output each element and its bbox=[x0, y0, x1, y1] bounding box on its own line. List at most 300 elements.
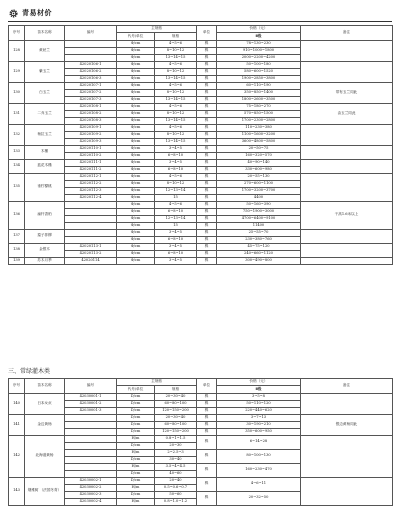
item-remark bbox=[301, 435, 393, 477]
item-price: 350~600~950 bbox=[217, 428, 301, 435]
table-row bbox=[9, 435, 393, 442]
item-unit: 株 bbox=[197, 257, 217, 264]
item-unit: 株 bbox=[197, 117, 217, 124]
item-dim-unit: Φ/cm bbox=[117, 61, 155, 68]
item-price: 300~490~800 bbox=[217, 257, 301, 264]
item-spec: 4~5~6 bbox=[155, 201, 197, 208]
item-code bbox=[65, 421, 117, 428]
item-code bbox=[65, 40, 117, 47]
item-seq: 142 bbox=[9, 435, 25, 477]
item-dim-unit: Φ/cm bbox=[117, 159, 155, 166]
item-unit: 株 bbox=[197, 180, 217, 187]
item-remark: 带有玉兰同此 bbox=[301, 82, 393, 103]
table-row bbox=[9, 61, 393, 68]
item-seq: 140 bbox=[9, 393, 25, 414]
item-code: 42030001-1 bbox=[65, 393, 117, 400]
table-row bbox=[9, 40, 393, 47]
item-unit: 株 bbox=[197, 138, 217, 145]
page-header bbox=[8, 6, 52, 20]
item-spec: 120~150~200 bbox=[155, 407, 197, 414]
item-price: 3~7~13 bbox=[217, 414, 301, 421]
item-spec: 120~150~200 bbox=[155, 428, 197, 435]
item-name: 黄丝兰 bbox=[25, 40, 65, 61]
item-dim-unit: H/m bbox=[117, 449, 155, 456]
item-unit: 株 bbox=[197, 229, 217, 236]
item-spec: 60~80~100 bbox=[155, 400, 197, 407]
item-unit: 株 bbox=[197, 96, 217, 103]
item-seq: 135 bbox=[9, 173, 25, 201]
item-spec: 3~4~5 bbox=[155, 257, 197, 264]
item-name: 日本女贞 bbox=[25, 393, 65, 414]
item-name: 紫玉兰 bbox=[25, 61, 65, 82]
item-code: 42020110-1 bbox=[65, 145, 117, 152]
item-spec: 2~2.5~3 bbox=[155, 449, 197, 456]
item-spec: 15 bbox=[155, 194, 197, 201]
item-remark bbox=[301, 145, 393, 159]
item-remark: 银边黄杨同此 bbox=[301, 414, 393, 435]
item-dim-unit: D/cm bbox=[117, 421, 155, 428]
table-row bbox=[9, 201, 393, 208]
item-spec: 4~5~6 bbox=[155, 61, 197, 68]
item-seq: 143 bbox=[9, 477, 25, 505]
item-unit: 株 bbox=[197, 222, 217, 229]
item-unit: 株 bbox=[197, 75, 217, 82]
item-unit: 株 bbox=[197, 414, 217, 421]
item-seq: 132 bbox=[9, 124, 25, 145]
item-code: 42020111-2 bbox=[65, 166, 117, 173]
item-price: 230~380~760 bbox=[217, 236, 301, 243]
item-code bbox=[65, 201, 117, 208]
item-spec: 8~10~12 bbox=[155, 110, 197, 117]
item-code: 42030002-1 bbox=[65, 477, 117, 484]
table-row bbox=[9, 82, 393, 89]
item-dim-unit: D/cm bbox=[117, 400, 155, 407]
item-code bbox=[65, 222, 117, 229]
col-dim-header: 代号/单位 bbox=[117, 33, 155, 40]
item-spec: 6~8~10 bbox=[155, 152, 197, 159]
item-name: 猿子拌柳 bbox=[25, 229, 65, 243]
item-remark bbox=[301, 393, 393, 414]
item-unit: 株 bbox=[197, 407, 217, 414]
col-spec-header: 主规格 bbox=[117, 26, 197, 33]
item-dim-unit: Φ/cm bbox=[117, 180, 155, 187]
col-dim-header: 代号/单位 bbox=[117, 386, 155, 393]
item-unit: 株 bbox=[197, 477, 217, 491]
item-price: 1700~2300~2800 bbox=[217, 117, 301, 124]
col-name-header: 苗木名称 bbox=[25, 379, 65, 394]
item-dim-unit: D/cm bbox=[117, 393, 155, 400]
item-spec: 4~5~6 bbox=[155, 173, 197, 180]
item-unit: 株 bbox=[197, 400, 217, 407]
item-spec: 20~40 bbox=[155, 477, 197, 484]
item-unit: 株 bbox=[197, 61, 217, 68]
item-seq: 133 bbox=[9, 145, 25, 159]
item-price: 25~55~70 bbox=[217, 229, 301, 236]
item-unit: 株 bbox=[197, 124, 217, 131]
item-code: 42020107-3 bbox=[65, 96, 117, 103]
col-price-header: 价格（元） bbox=[217, 26, 301, 33]
brand-title: 青易材价 bbox=[22, 9, 52, 17]
item-name: 白玉兰 bbox=[25, 82, 65, 103]
col-spec-value-header: 规格 bbox=[155, 33, 197, 40]
item-code bbox=[65, 428, 117, 435]
item-price: 3600~4800~5800 bbox=[217, 138, 301, 145]
item-price: 910~1000~1800 bbox=[217, 47, 301, 54]
col-seq-header: 序号 bbox=[9, 26, 25, 41]
item-code: 42030001-3 bbox=[65, 407, 117, 414]
item-unit: 株 bbox=[197, 236, 217, 243]
item-remark bbox=[301, 229, 393, 243]
table-row bbox=[9, 103, 393, 110]
item-unit: 株 bbox=[197, 250, 217, 257]
item-price: 220~440~620 bbox=[217, 407, 301, 414]
item-code: 42020112-1 bbox=[65, 173, 117, 180]
item-name: 扁杆香柏 bbox=[25, 201, 65, 229]
item-spec: 3~4~5 bbox=[155, 229, 197, 236]
item-price: 1800~2600~3500 bbox=[217, 96, 301, 103]
item-spec: 0.8~1~1.5 bbox=[155, 435, 197, 442]
item-remark: 干高1.6米以上 bbox=[301, 201, 393, 229]
item-dim-unit: Φ/cm bbox=[117, 166, 155, 173]
item-spec: 40~60 bbox=[155, 470, 197, 477]
item-unit: 株 bbox=[197, 243, 217, 250]
item-price: 110~230~380 bbox=[217, 124, 301, 131]
item-name: 杨拉玉兰 bbox=[25, 124, 65, 145]
item-code: 42020109-3 bbox=[65, 138, 117, 145]
item-code bbox=[65, 435, 117, 442]
item-spec: 8~10~12 bbox=[155, 47, 197, 54]
header-rule bbox=[8, 21, 392, 22]
item-spec: 8~10~12 bbox=[155, 68, 197, 75]
item-code: 42020108-3 bbox=[65, 117, 117, 124]
item-code: 42030001-2 bbox=[65, 400, 117, 407]
item-price: 270~600~1100 bbox=[217, 180, 301, 187]
table-row bbox=[9, 124, 393, 131]
item-code bbox=[65, 463, 117, 470]
item-spec: 3.5~4~4.5 bbox=[155, 463, 197, 470]
item-price: 570~850~1500 bbox=[217, 110, 301, 117]
item-spec: 13~14~15 bbox=[155, 117, 197, 124]
item-dim-unit: Φ/cm bbox=[117, 82, 155, 89]
price-table-evergreen-shrubs bbox=[8, 378, 393, 506]
item-spec: 20~30~40 bbox=[155, 414, 197, 421]
item-code: 42020112-2 bbox=[65, 180, 117, 187]
item-name: 木槿 bbox=[25, 145, 65, 159]
item-dim-unit: D/cm bbox=[117, 428, 155, 435]
item-code bbox=[65, 208, 117, 215]
item-spec: 4~5~6 bbox=[155, 82, 197, 89]
item-code: 42020113-1 bbox=[65, 243, 117, 250]
item-dim-unit: H/m bbox=[117, 435, 155, 442]
item-dim-unit: Φ/cm bbox=[117, 40, 155, 47]
item-code bbox=[65, 215, 117, 222]
col-spec-header: 主规格 bbox=[117, 379, 197, 386]
item-unit: 株 bbox=[197, 194, 217, 201]
item-dim-unit: Φ/cm bbox=[117, 138, 155, 145]
col-remark-header: 备注 bbox=[301, 26, 393, 41]
item-remark bbox=[301, 124, 393, 145]
item-spec: 0.8~1.0~1.2 bbox=[155, 498, 197, 505]
item-remark bbox=[301, 173, 393, 201]
item-spec: 6~8~10 bbox=[155, 208, 197, 215]
item-code bbox=[65, 414, 117, 421]
item-code: 42020109-2 bbox=[65, 131, 117, 138]
item-seq: 128 bbox=[9, 40, 25, 61]
item-price: 6~14~28 bbox=[217, 435, 301, 449]
item-seq: 141 bbox=[9, 414, 25, 435]
item-code: 42020108-1 bbox=[65, 103, 117, 110]
item-dim-unit: Φ/cm bbox=[117, 222, 155, 229]
item-dim-unit: D/cm bbox=[117, 442, 155, 449]
item-price: 240~660~1120 bbox=[217, 250, 301, 257]
item-spec: 20~30~40 bbox=[155, 393, 197, 400]
item-unit: 株 bbox=[197, 215, 217, 222]
item-code: 42030002-2 bbox=[65, 484, 117, 491]
item-seq: 134 bbox=[9, 159, 25, 173]
item-price: 11400 bbox=[217, 222, 301, 229]
item-code: 42020106-2 bbox=[65, 68, 117, 75]
item-price: 60~110~190 bbox=[217, 82, 301, 89]
table-row bbox=[9, 393, 393, 400]
item-spec: 3~4~5 bbox=[155, 145, 197, 152]
header-row bbox=[9, 26, 393, 33]
item-spec: 6~8~10 bbox=[155, 236, 197, 243]
item-dim-unit: Φ/cm bbox=[117, 117, 155, 124]
item-spec: 6~8~10 bbox=[155, 166, 197, 173]
price-table-deciduous bbox=[8, 25, 393, 265]
item-name: 金银木 bbox=[25, 243, 65, 257]
item-unit: 株 bbox=[197, 89, 217, 96]
item-remark bbox=[301, 477, 393, 505]
item-price: 1100~1600~3200 bbox=[217, 131, 301, 138]
item-spec: 0.5~0.6~0.7 bbox=[155, 484, 197, 491]
item-seq: 137 bbox=[9, 229, 25, 243]
item-unit: 株 bbox=[197, 54, 217, 61]
item-dim-unit: H/m bbox=[117, 463, 155, 470]
item-dim-unit: Φ/cm bbox=[117, 145, 155, 152]
table-row bbox=[9, 257, 393, 264]
item-dim-unit: Φ/cm bbox=[117, 215, 155, 222]
item-code: 42030002-4 bbox=[65, 498, 117, 505]
item-code: 42020107-1 bbox=[65, 82, 117, 89]
item-unit: 株 bbox=[197, 131, 217, 138]
item-name: 烟维树 （法国冬青） bbox=[25, 477, 65, 505]
col-grade-header: Ⅱ级 bbox=[217, 386, 301, 393]
item-price: 20~32~50 bbox=[217, 491, 301, 505]
col-spec-value-header: 规格 bbox=[155, 386, 197, 393]
item-price: 50~160~390 bbox=[217, 201, 301, 208]
item-unit: 株 bbox=[197, 40, 217, 47]
item-seq: 130 bbox=[9, 82, 25, 103]
item-name: 金边黄杨 bbox=[25, 414, 65, 435]
item-price: 350~850~1400 bbox=[217, 89, 301, 96]
item-spec: 6~8~10 bbox=[155, 250, 197, 257]
item-code: 42020107-2 bbox=[65, 89, 117, 96]
item-seq: 138 bbox=[9, 243, 25, 257]
item-name: 蓝花木槿 bbox=[25, 159, 65, 173]
col-code-header: 编号 bbox=[65, 26, 117, 41]
item-dim-unit: Φ/cm bbox=[117, 110, 155, 117]
item-spec: 13~14~15 bbox=[155, 138, 197, 145]
item-code: 42020109-1 bbox=[65, 124, 117, 131]
item-dim-unit: Φ/cm bbox=[117, 47, 155, 54]
item-name: 苏木月季 bbox=[25, 257, 65, 264]
item-dim-unit: Φ/cm bbox=[117, 75, 155, 82]
item-code: 42020113-2 bbox=[65, 250, 117, 257]
item-code: 42020110-2 bbox=[65, 152, 117, 159]
item-dim-unit: D/cm bbox=[117, 456, 155, 463]
item-code bbox=[65, 470, 117, 477]
item-code: 42030002-3 bbox=[65, 491, 117, 498]
item-dim-unit: Φ/cm bbox=[117, 187, 155, 194]
item-remark bbox=[301, 257, 393, 264]
item-spec: 8~10~12 bbox=[155, 131, 197, 138]
col-name-header: 苗木名称 bbox=[25, 26, 65, 41]
table-row bbox=[9, 477, 393, 484]
item-price: 4700~6400~9100 bbox=[217, 215, 301, 222]
table-row bbox=[9, 229, 393, 236]
item-code bbox=[65, 54, 117, 61]
col-price-header: 价格（元） bbox=[217, 379, 301, 386]
item-spec: 13~14~15 bbox=[155, 96, 197, 103]
table-row bbox=[9, 173, 393, 180]
item-unit: 株 bbox=[197, 208, 217, 215]
col-seq-header: 序号 bbox=[9, 379, 25, 394]
item-price: 80~100~130 bbox=[217, 449, 301, 463]
item-price: 30~190~210 bbox=[217, 421, 301, 428]
header-row bbox=[9, 379, 393, 386]
item-spec: 30~40 bbox=[155, 456, 197, 463]
item-price: 20~55~130 bbox=[217, 173, 301, 180]
item-price: 40~90~140 bbox=[217, 159, 301, 166]
item-spec: 3~4~5 bbox=[155, 159, 197, 166]
item-dim-unit: D/cm bbox=[117, 407, 155, 414]
item-spec: 13~14~15 bbox=[155, 75, 197, 82]
item-unit: 株 bbox=[197, 68, 217, 75]
item-unit: 株 bbox=[197, 421, 217, 428]
item-unit: 株 bbox=[197, 201, 217, 208]
item-code: 42020114 bbox=[65, 257, 117, 264]
table-row bbox=[9, 243, 393, 250]
item-code bbox=[65, 229, 117, 236]
item-price: 50~110~120 bbox=[217, 400, 301, 407]
item-dim-unit: H/m bbox=[117, 498, 155, 505]
item-spec: 15 bbox=[155, 222, 197, 229]
item-dim-unit: Φ/cm bbox=[117, 201, 155, 208]
table-row bbox=[9, 414, 393, 421]
item-dim-unit: Φ/cm bbox=[117, 54, 155, 61]
item-unit: 株 bbox=[197, 145, 217, 152]
item-code bbox=[65, 47, 117, 54]
item-name: 垂柠檬桃 bbox=[25, 173, 65, 201]
item-code: 42020111-1 bbox=[65, 159, 117, 166]
item-code bbox=[65, 236, 117, 243]
item-unit: 株 bbox=[197, 173, 217, 180]
item-dim-unit: Φ/cm bbox=[117, 103, 155, 110]
item-spec: 13~14~15 bbox=[155, 54, 197, 61]
item-unit: 株 bbox=[197, 152, 217, 159]
item-price: 160~320~570 bbox=[217, 152, 301, 159]
item-dim-unit: Φ/cm bbox=[117, 173, 155, 180]
item-dim-unit: Φ/cm bbox=[117, 243, 155, 250]
item-price: 160~230~470 bbox=[217, 463, 301, 477]
item-spec: 8~10~12 bbox=[155, 180, 197, 187]
item-code: 42020112-4 bbox=[65, 194, 117, 201]
item-code bbox=[65, 442, 117, 449]
item-dim-unit: Φ/cm bbox=[117, 68, 155, 75]
col-unit-header: 单位 bbox=[197, 379, 217, 394]
item-unit: 株 bbox=[197, 463, 217, 477]
item-price: 3~5~8 bbox=[217, 393, 301, 400]
section-title: 三、常绿灌木类 bbox=[8, 368, 51, 375]
item-price: 2000~2200~4200 bbox=[217, 54, 301, 61]
item-spec: 12~13~14 bbox=[155, 187, 197, 194]
item-code: 42020108-2 bbox=[65, 110, 117, 117]
item-dim-unit: Φ/cm bbox=[117, 131, 155, 138]
item-code: 42020106-3 bbox=[65, 75, 117, 82]
item-dim-unit: D/cm bbox=[117, 414, 155, 421]
item-unit: 株 bbox=[197, 103, 217, 110]
item-seq: 131 bbox=[9, 103, 25, 124]
table-row bbox=[9, 159, 393, 166]
item-remark bbox=[301, 159, 393, 173]
item-seq: 129 bbox=[9, 61, 25, 82]
item-dim-unit: Φ/cm bbox=[117, 194, 155, 201]
item-dim-unit: Φ/cm bbox=[117, 236, 155, 243]
item-remark bbox=[301, 61, 393, 82]
item-unit: 株 bbox=[197, 159, 217, 166]
item-dim-unit: Φ/cm bbox=[117, 250, 155, 257]
item-price: 1900~2850~3800 bbox=[217, 75, 301, 82]
item-unit: 株 bbox=[197, 187, 217, 194]
item-price: 4~6~11 bbox=[217, 477, 301, 491]
item-price: 45~75~120 bbox=[217, 243, 301, 250]
item-unit: 株 bbox=[197, 491, 217, 505]
item-unit: 株 bbox=[197, 449, 217, 463]
col-unit-header: 单位 bbox=[197, 26, 217, 41]
item-spec: 3~4~5 bbox=[155, 243, 197, 250]
item-price: 78~130~230 bbox=[217, 40, 301, 47]
item-spec: 4~5~6 bbox=[155, 124, 197, 131]
item-dim-unit: D/cm bbox=[117, 470, 155, 477]
item-seq: 136 bbox=[9, 201, 25, 229]
item-dim-unit: D/cm bbox=[117, 477, 155, 484]
item-spec: 8~10~12 bbox=[155, 89, 197, 96]
item-remark: 由玉兰同此 bbox=[301, 103, 393, 124]
item-spec: 4~5~6 bbox=[155, 40, 197, 47]
item-code: 42020112-3 bbox=[65, 187, 117, 194]
item-price: 580~600~1520 bbox=[217, 68, 301, 75]
item-dim-unit: Φ/cm bbox=[117, 96, 155, 103]
item-price: 50~100~180 bbox=[217, 61, 301, 68]
item-spec: 60~80~100 bbox=[155, 421, 197, 428]
item-dim-unit: H/m bbox=[117, 484, 155, 491]
item-seq: 139 bbox=[9, 257, 25, 264]
item-name: 二乔玉兰 bbox=[25, 103, 65, 124]
gear-logo-icon bbox=[8, 8, 19, 19]
item-spec: 50~60 bbox=[155, 491, 197, 498]
item-unit: 株 bbox=[197, 47, 217, 54]
item-dim-unit: Φ/cm bbox=[117, 208, 155, 215]
item-dim-unit: D/cm bbox=[117, 491, 155, 498]
item-dim-unit: Φ/cm bbox=[117, 257, 155, 264]
item-unit: 株 bbox=[197, 428, 217, 435]
item-name: 北海道黄杨 bbox=[25, 435, 65, 477]
col-grade-header: Ⅱ级 bbox=[217, 33, 301, 40]
item-dim-unit: Φ/cm bbox=[117, 89, 155, 96]
item-price: 75~180~270 bbox=[217, 103, 301, 110]
col-remark-header: 备注 bbox=[301, 379, 393, 394]
